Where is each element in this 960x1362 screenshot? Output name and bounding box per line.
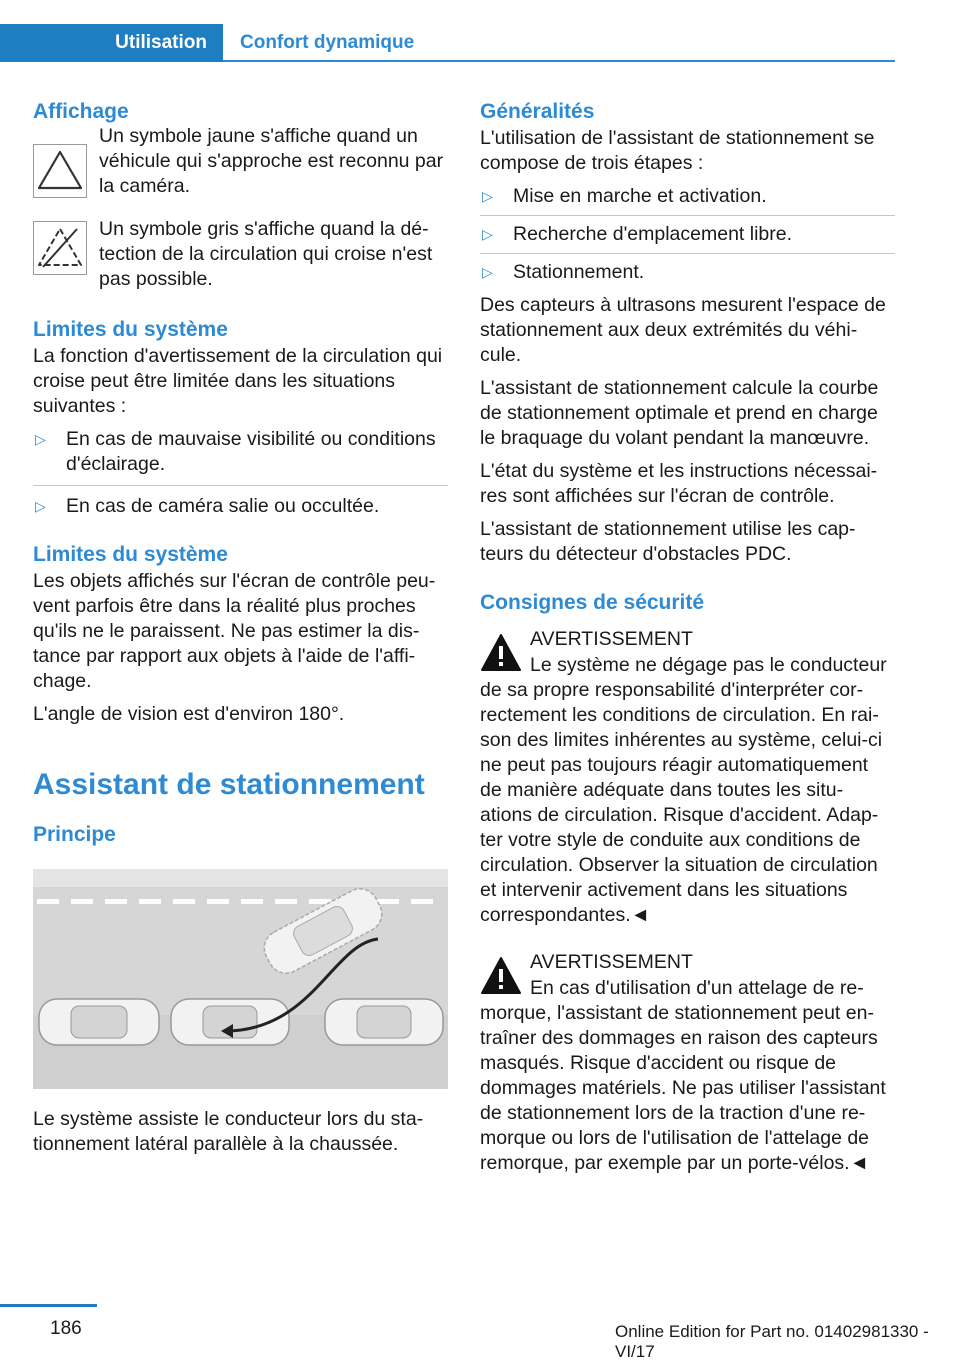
tab-confort-dynamique[interactable]: Confort dynamique (240, 32, 415, 53)
angle-text: L'angle de vision est d'environ 180°. (33, 703, 345, 725)
page-number: 186 (50, 1318, 82, 1339)
consignes-heading: Consignes de sécurité (480, 591, 705, 614)
limites-heading-2: Limites du système (33, 543, 228, 566)
limites-2-text: Les objets affichés sur l'écran de contrôle peu- vent parfois être dans la réalité plus proches qu'ils ne le paraissent. Ne pas estimer la dis- tance par rapport aux objets à l'aide de l'affi- chage. (33, 570, 436, 692)
yellow-warning-symbol-icon (33, 144, 87, 198)
edition-label: Online Edition for Part no. 01402981330 - VI/17 (615, 1322, 929, 1361)
paragraph-ultrasons: Des capteurs à ultrasons mesurent l'espace de stationnement aux deux extrémités du véhi- cule. (480, 294, 886, 366)
left-column (33, 98, 448, 1157)
footer-divider (0, 1304, 97, 1307)
generalites-text: L'utilisation de l'assistant de stationnement se compose de trois étapes : (480, 127, 875, 174)
grey-unavailable-symbol-icon (33, 221, 87, 275)
paragraph-etat: L'état du système et les instructions nécessai- res sont affichées sur l'écran de contrôle. (480, 460, 878, 507)
affichage-heading: Affichage (33, 100, 129, 123)
warning-triangle-icon (480, 956, 522, 996)
warning-1-label: AVERTISSEMENT (530, 628, 693, 650)
symbol-yellow-text: Un symbole jaune s'affiche quand un véhicule qui s'approche est reconnu par la caméra. (99, 125, 444, 197)
page-header (0, 24, 895, 62)
parked-car-right (325, 999, 443, 1045)
warning-block-1 (480, 627, 895, 928)
list-item: ▷ En cas de caméra salie ou occultée. (33, 485, 448, 519)
principe-text: Le système assiste le conducteur lors du sta- tionnement latéral parallèle à la chaussée. (33, 1108, 424, 1155)
bullet-triangle-icon: ▷ (482, 188, 493, 204)
paragraph-courbe: L'assistant de stationnement calcule la courbe de stationnement optimale et prend en charge le braquage du volant pendant la manœuvre. (480, 377, 879, 449)
parked-car-left (39, 999, 159, 1045)
warning-2-text: En cas d'utilisation d'un attelage de re- morque, l'assistant de stationnement peut en- traîner des dommages en raison des capteurs masqués. Risque d'accident ou risque de dommages matériels. Ne pas utiliser l'assistant de stationnement lors de la traction d'une re- morque ou lors de l'utilisation de l'attelage de remorque, par exemple par un porte-vélos.◄ (480, 977, 886, 1174)
paragraph-pdc: L'assistant de stationnement utilise les cap- teurs du détecteur d'obstacles PDC. (480, 518, 856, 565)
list-item: ▷ Mise en marche et activation. (482, 185, 767, 207)
parking-illustration (33, 869, 448, 1089)
generalites-heading: Généralités (480, 100, 595, 123)
tab-utilisation[interactable]: Utilisation (0, 24, 223, 62)
right-column (480, 98, 895, 1176)
warning-2-label: AVERTISSEMENT (530, 951, 693, 973)
list-item: ▷ Stationnement. (480, 253, 895, 285)
list-item: ▷ En cas de mauvaise visibilité ou conditions d'éclairage. (35, 428, 436, 475)
bullet-triangle-icon: ▷ (482, 226, 493, 242)
section-title: Assistant de stationnement (33, 768, 425, 801)
warning-triangle-icon (480, 633, 522, 673)
warning-block-2 (480, 950, 895, 1176)
list-item: ▷ Recherche d'emplacement libre. (480, 215, 895, 253)
bullet-triangle-icon: ▷ (35, 431, 46, 447)
bullet-triangle-icon: ▷ (482, 264, 493, 280)
principe-heading: Principe (33, 823, 116, 846)
limites-heading-1: Limites du système (33, 318, 228, 341)
bullet-triangle-icon: ▷ (35, 498, 46, 514)
steps-list (480, 184, 895, 285)
warning-1-text: Le système ne dégage pas le conducteur de sa propre responsabilité d'interpréter cor- rectement les conditions de circulation. En rai- son des limites inhérentes au système, celui-ci ne peut pas toujours réagir automatiquement de manière adéquate dans toutes les situ- ations de circulation. Risque d'accident. Adap- ter votre style de conduite aux conditions de circulation. Observer la situation de circulation et intervenir activement dans les situations correspondantes.◄ (480, 654, 887, 926)
limites-intro: La fonction d'avertissement de la circulation qui croise peut être limitée dans les situations suivantes : (33, 345, 443, 417)
limites-bullet-list (33, 427, 448, 519)
symbol-grey-text: Un symbole gris s'affiche quand la dé- tection de la circulation qui croise n'est pas possible. (99, 218, 433, 290)
header-divider (223, 60, 895, 62)
